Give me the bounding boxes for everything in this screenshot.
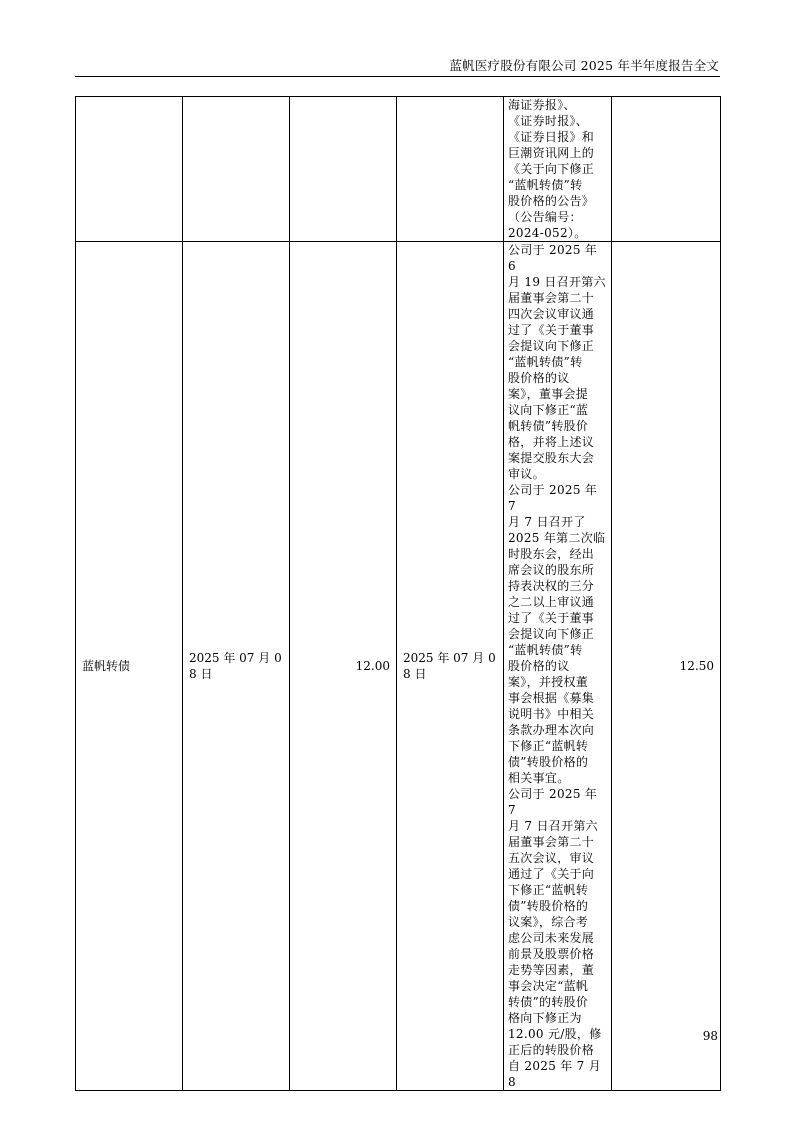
effective-date-cell: 2025 年 07 月 08 日 <box>397 242 504 1091</box>
adjustment-date-cell <box>183 97 290 242</box>
adjusted-price-cell: 12.00 <box>290 242 397 1091</box>
adjustment-date-cell: 2025 年 07 月 08 日 <box>183 242 290 1091</box>
bond-name-cell: 蓝帆转债 <box>76 242 183 1091</box>
report-header-title: 蓝帆医疗股份有限公司 2025 年半年度报告全文 <box>449 58 719 73</box>
price-before-cell: 12.50 <box>612 242 721 1091</box>
price-before-cell <box>612 97 721 242</box>
table-row <box>76 97 721 242</box>
header-divider <box>75 76 720 77</box>
effective-date-cell <box>397 97 504 242</box>
bond-name-cell <box>76 97 183 242</box>
adjustment-description-cell: 海证券报》、 《证券时报》、 《证券日报》和 巨潮资讯网上的 《关于向下修正 “蓝帆转债”转 股价格的公告》 （公告编号： 2024-052）。 <box>504 97 612 242</box>
table-row <box>76 242 721 1091</box>
adjustment-description-cell: 公司于 2025 年 6 月 19 日召开第六 届董事会第二十 四次会议审议通 过了《关于董事 会提议向下修正 “蓝帆转债”转 股价格的议 案》，董事会提 议向下修正“蓝 帆转债”转股价 格，并将上述议 案提交股东大会 审议。 公司于 2025 年 7 月 7 日召开了 2025 年第二次临 时股东会，经出 席会议的股东所 持表决权的三分 之二以上审议通 过了《关于董事 会提议向下修正 “蓝帆转债”转 股价格的议 案》，并授权董 事会根据《募集 说明书》中相关 条款办理本次向 下修正“蓝帆转 债”转股价格的 相关事宜。 公司于 2025 年 7 月 7 日召开第六 届董事会第二十 五次会议，审议 通过了《关于向 下修正“蓝帆转 债”转股价格的 议案》，综合考 虑公司未来发展 前景及股票价格 走势等因素，董 事会决定“蓝帆 转债”的转股价 格向下修正为 12.00 元/股，修 正后的转股价格 自 2025 年 7 月 8 <box>504 242 612 1091</box>
adjusted-price-cell <box>290 97 397 242</box>
conversion-price-table <box>75 96 721 1091</box>
page-number: 98 <box>702 1029 718 1043</box>
